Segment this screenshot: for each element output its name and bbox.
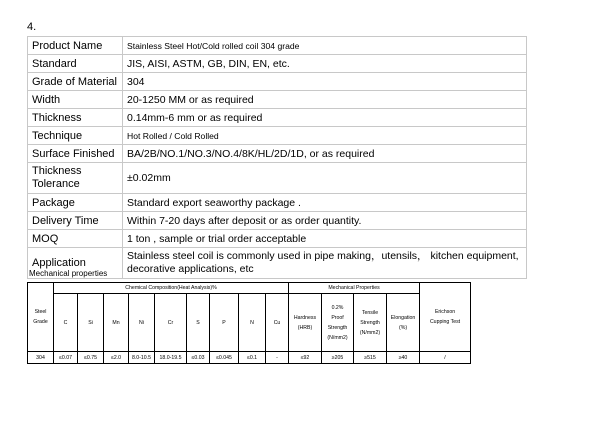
spec-value: Hot Rolled / Cold Rolled <box>123 127 527 145</box>
chem-col-c: C <box>54 294 78 352</box>
mechanical-properties-title: Mechanical properties <box>29 269 108 278</box>
chem-value-si: ≤0.75 <box>78 352 104 364</box>
spec-label: Width <box>28 91 123 109</box>
spec-label: Thickness <box>28 109 123 127</box>
chem-value-p: ≤0.045 <box>210 352 239 364</box>
chem-col-n: N <box>239 294 266 352</box>
spec-label: Standard <box>28 55 123 73</box>
mech-col-hardness: Hardness (HRB) <box>289 294 322 352</box>
erichsen-header: Erichson Cupping Test <box>420 283 471 352</box>
spec-value: Within 7-20 days after deposit or as order quantity. <box>123 212 527 230</box>
section-number: 4. <box>27 21 37 33</box>
chem-col-cr: Cr <box>155 294 187 352</box>
spec-row-product-name <box>28 37 527 55</box>
spec-value: BA/2B/NO.1/NO.3/NO.4/8K/HL/2D/1D, or as required <box>123 145 527 163</box>
grade-cell: 304 <box>28 352 54 364</box>
product-spec-table <box>27 36 527 279</box>
chem-col-mn: Mn <box>104 294 129 352</box>
mech-value-tensile-strength: ≥515 <box>354 352 387 364</box>
spec-row-surface <box>28 145 527 163</box>
chem-col-cu: Cu <box>266 294 289 352</box>
chem-value-c: ≤0.07 <box>54 352 78 364</box>
chem-col-s: S <box>187 294 210 352</box>
chemical-composition-header: Chemical Composition(Heat Analysis)% <box>54 283 289 294</box>
spec-row-package <box>28 194 527 212</box>
spec-label: Grade of Material <box>28 73 123 91</box>
spec-value: ±0.02mm <box>123 163 527 194</box>
spec-value: 1 ton , sample or trial order acceptable <box>123 230 527 248</box>
spec-row-standard <box>28 55 527 73</box>
chem-value-s: ≤0.03 <box>187 352 210 364</box>
mechanical-properties-header: Mechanical Properties <box>289 283 420 294</box>
spec-label: Package <box>28 194 123 212</box>
chem-value-n: ≤0.1 <box>239 352 266 364</box>
spec-value: Stainless Steel Hot/Cold rolled coil 304 grade <box>123 37 527 55</box>
spec-row-thickness <box>28 109 527 127</box>
spec-value: 20-1250 MM or as required <box>123 91 527 109</box>
chem-value-ni: 8.0-10.5 <box>129 352 155 364</box>
mech-col-elongation: Elongation (%) <box>387 294 420 352</box>
spec-label: Surface Finished <box>28 145 123 163</box>
spec-value: JIS, AISI, ASTM, GB, DIN, EN, etc. <box>123 55 527 73</box>
spec-value: Standard export seaworthy package . <box>123 194 527 212</box>
spec-row-technique <box>28 127 527 145</box>
spec-label: MOQ <box>28 230 123 248</box>
spec-row-moq <box>28 230 527 248</box>
mech-value-elongation: ≥40 <box>387 352 420 364</box>
mech-value-hardness: ≤92 <box>289 352 322 364</box>
chem-col-ni: Ni <box>129 294 155 352</box>
spec-row-tolerance <box>28 163 527 194</box>
erichsen-value: / <box>420 352 471 364</box>
mech-col-proof-strength: 0.2% Proof Strength (N/mm2) <box>322 294 354 352</box>
spec-row-grade <box>28 73 527 91</box>
spec-label: Application <box>28 248 123 279</box>
spec-row-width <box>28 91 527 109</box>
mech-value-proof-strength: ≥205 <box>322 352 354 364</box>
spec-value: 0.14mm-6 mm or as required <box>123 109 527 127</box>
spec-label: Thickness Tolerance <box>28 163 123 194</box>
chem-value-cr: 18.0-19.5 <box>155 352 187 364</box>
chem-value-cu: - <box>266 352 289 364</box>
spec-value: Stainless steel coil is commonly used in pipe making，utensils， kitchen equipment, decorative applications, etc <box>123 248 527 279</box>
spec-value: 304 <box>123 73 527 91</box>
chem-col-si: Si <box>78 294 104 352</box>
mechanical-properties-table <box>27 282 471 364</box>
spec-row-delivery <box>28 212 527 230</box>
spec-label: Technique <box>28 127 123 145</box>
spec-label: Delivery Time <box>28 212 123 230</box>
table-row <box>28 352 471 364</box>
chem-col-p: P <box>210 294 239 352</box>
mech-col-tensile-strength: Tensile Strength (N/mm2) <box>354 294 387 352</box>
chem-value-mn: ≤2.0 <box>104 352 129 364</box>
spec-label: Product Name <box>28 37 123 55</box>
steel-grade-header: Steel Grade <box>28 283 54 352</box>
